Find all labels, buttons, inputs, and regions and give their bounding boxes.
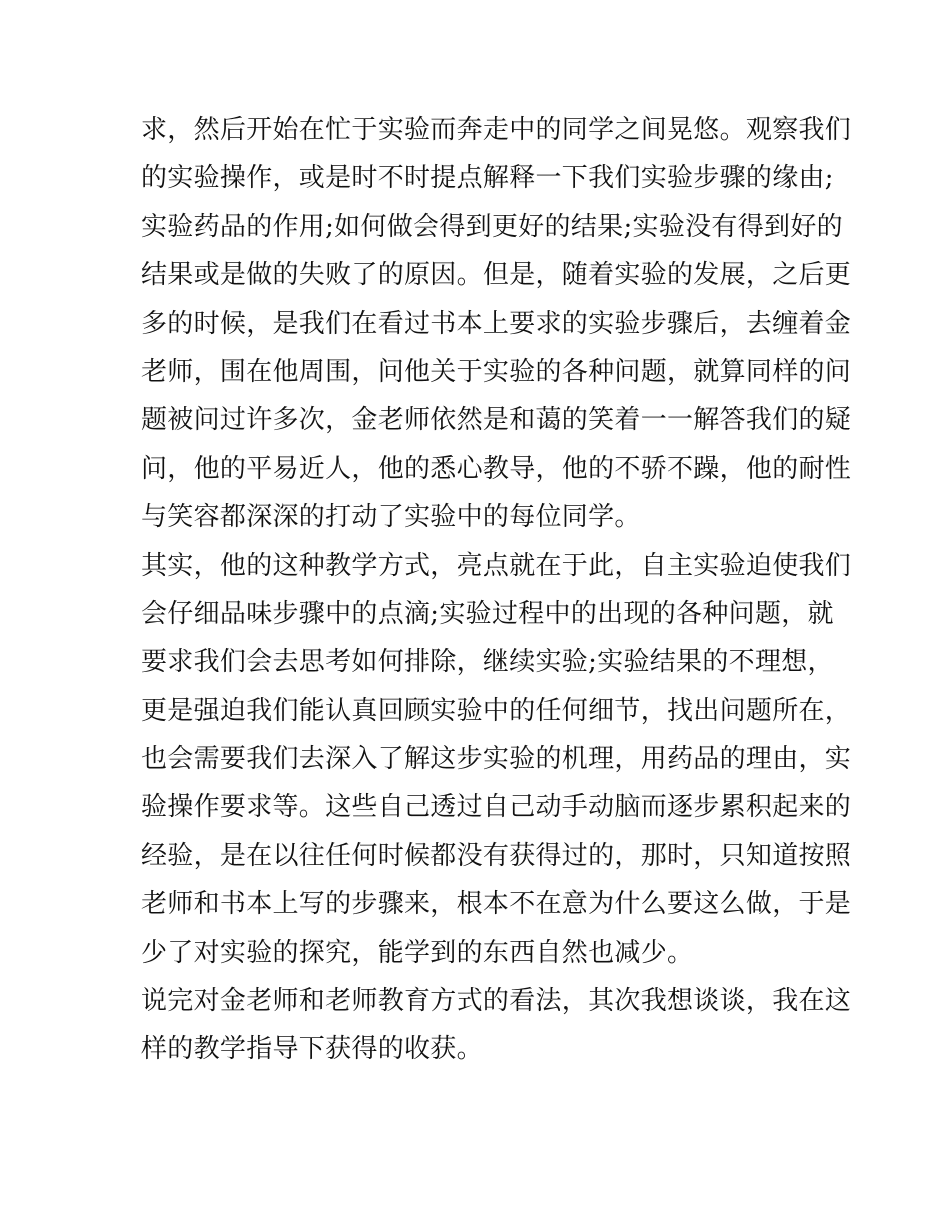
- text-line: 说完对金老师和老师教育方式的看法，其次我想谈谈，我在这: [141, 986, 852, 1017]
- text-line: 结果或是做的失败了的原因。但是，随着实验的发展，之后更: [141, 260, 852, 291]
- text-line: 经验，是在以往任何时候都没有获得过的，那时，只知道按照: [141, 840, 852, 871]
- text-line: 求，然后开始在忙于实验而奔走中的同学之间晃悠。观察我们: [141, 115, 852, 145]
- text-line: 实验药品的作用;如何做会得到更好的结果;实验没有得到好的: [141, 211, 843, 242]
- text-line: 问，他的平易近人，他的悉心教导，他的不骄不躁，他的耐性: [141, 453, 852, 484]
- text-line: 与笑容都深深的打动了实验中的每位同学。: [141, 502, 641, 533]
- text-line: 会仔细品味步骤中的点滴;实验过程中的出现的各种问题，就: [141, 598, 834, 629]
- body-text: [141, 106, 852, 1074]
- text-line: 更是强迫我们能认真回顾实验中的任何细节，找出问题所在，: [141, 695, 852, 726]
- text-line: 样的教学指导下获得的收获。: [141, 1034, 483, 1065]
- text-line: 多的时候，是我们在看过书本上要求的实验步骤后，去缠着金: [141, 308, 852, 339]
- text-line: 其实，他的这种教学方式，亮点就在于此，自主实验迫使我们: [141, 550, 852, 581]
- text-line: 老师和书本上写的步骤来，根本不在意为什么要这么做，于是: [141, 889, 852, 920]
- text-line: 的实验操作，或是时不时提点解释一下我们实验步骤的缘由;: [141, 163, 834, 194]
- text-line: 要求我们会去思考如何排除，继续实验;实验结果的不理想，: [141, 647, 834, 678]
- text-line: 老师，围在他周围，问他关于实验的各种问题，就算同样的问: [141, 356, 852, 387]
- text-line: 也会需要我们去深入了解这步实验的机理，用药品的理由，实: [141, 744, 852, 775]
- text-line: 题被问过许多次，金老师依然是和蔼的笑着一一解答我们的疑: [141, 405, 852, 436]
- text-line: 验操作要求等。这些自己透过自己动手动脑而逐步累积起来的: [141, 792, 852, 823]
- text-line: 少了对实验的探究，能学到的东西自然也减少。: [141, 937, 694, 968]
